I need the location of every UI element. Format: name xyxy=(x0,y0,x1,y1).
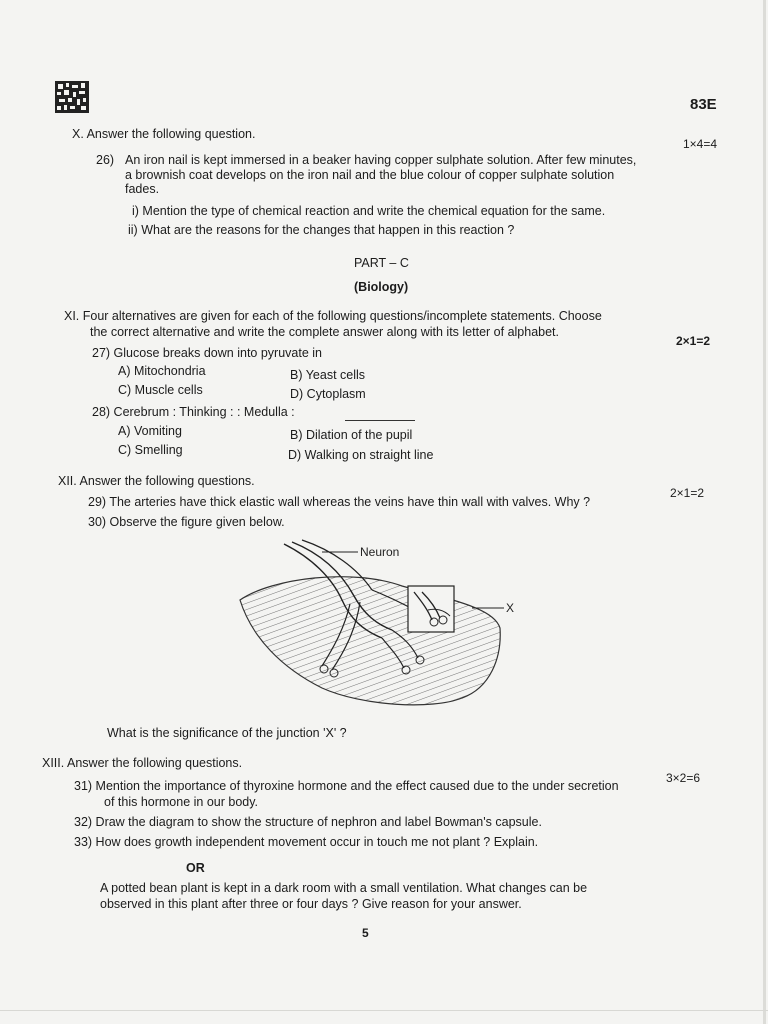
q27-option-c: C) Muscle cells xyxy=(118,383,203,397)
section-xiii-heading: XIII. Answer the following questions. xyxy=(42,756,243,770)
q28-text: 28) Cerebrum : Thinking : : Medulla : xyxy=(92,405,295,419)
neuron-junction-figure xyxy=(232,538,532,718)
q28-option-c: C) Smelling xyxy=(118,443,183,457)
q31-line-2: of this hormone in our body. xyxy=(104,795,259,809)
alt-question-line-1: A potted bean plant is kept in a dark room with a small ventilation. What changes can be xyxy=(100,881,588,895)
section-xiii-marks: 3×2=6 xyxy=(666,771,701,785)
section-x-marks: 1×4=4 xyxy=(683,137,718,151)
q28-blank xyxy=(345,420,415,421)
section-x-heading: X. Answer the following question. xyxy=(72,127,256,141)
junction-x-label: X xyxy=(506,601,515,615)
section-xi-marks: 2×1=2 xyxy=(676,334,711,348)
or-label: OR xyxy=(186,861,205,875)
section-xii-heading: XII. Answer the following questions. xyxy=(58,474,255,488)
q28-option-d: D) Walking on straight line xyxy=(288,448,434,462)
q26-sub-2: ii) What are the reasons for the changes that happen in this reaction ? xyxy=(128,223,515,237)
q30-text: 30) Observe the figure given below. xyxy=(88,515,285,529)
q27-option-b: B) Yeast cells xyxy=(290,368,366,382)
q26-sub-1: i) Mention the type of chemical reaction and write the chemical equation for the same. xyxy=(132,204,606,218)
q26-line-2: a brownish coat develops on the iron nail and the blue colour of copper sulphate solution xyxy=(125,168,615,182)
alt-question-line-2: observed in this plant after three or four days ? Give reason for your answer. xyxy=(100,897,522,911)
section-xi-heading-1: XI. Four alternatives are given for each of the following questions/incomplete statements. Choose xyxy=(64,309,602,323)
qr-code-icon xyxy=(54,80,90,114)
q28-option-b: B) Dilation of the pupil xyxy=(290,428,413,442)
neuron-label: Neuron xyxy=(360,545,400,559)
q26-number: 26) xyxy=(96,153,115,167)
q30-question: What is the significance of the junction 'X' ? xyxy=(107,726,347,740)
page-edge xyxy=(763,0,766,1024)
q26-line-3: fades. xyxy=(125,182,160,196)
q26-line-1: An iron nail is kept immersed in a beaker having copper sulphate solution. After few minutes, xyxy=(125,153,637,167)
q32-text: 32) Draw the diagram to show the structure of nephron and label Bowman's capsule. xyxy=(74,815,542,829)
q31-line-1: 31) Mention the importance of thyroxine hormone and the effect caused due to the under secretion xyxy=(74,779,619,793)
q29-text: 29) The arteries have thick elastic wall whereas the veins have thin wall with valves. Why ? xyxy=(88,495,591,509)
paper-code: 83E xyxy=(690,96,717,113)
part-c-subtitle: (Biology) xyxy=(354,280,409,294)
q27-option-a: A) Mitochondria xyxy=(118,364,206,378)
section-xi-heading-2: the correct alternative and write the complete answer along with its letter of alphabet. xyxy=(90,325,560,339)
page-bottom-line xyxy=(0,1010,768,1011)
q28-option-a: A) Vomiting xyxy=(118,424,182,438)
q27-option-d: D) Cytoplasm xyxy=(290,387,366,401)
page-number: 5 xyxy=(362,926,369,940)
section-xii-marks: 2×1=2 xyxy=(670,486,705,500)
q27-text: 27) Glucose breaks down into pyruvate in xyxy=(92,346,322,360)
part-c-title: PART – C xyxy=(354,256,409,270)
q33-text: 33) How does growth independent movement occur in touch me not plant ? Explain. xyxy=(74,835,539,849)
